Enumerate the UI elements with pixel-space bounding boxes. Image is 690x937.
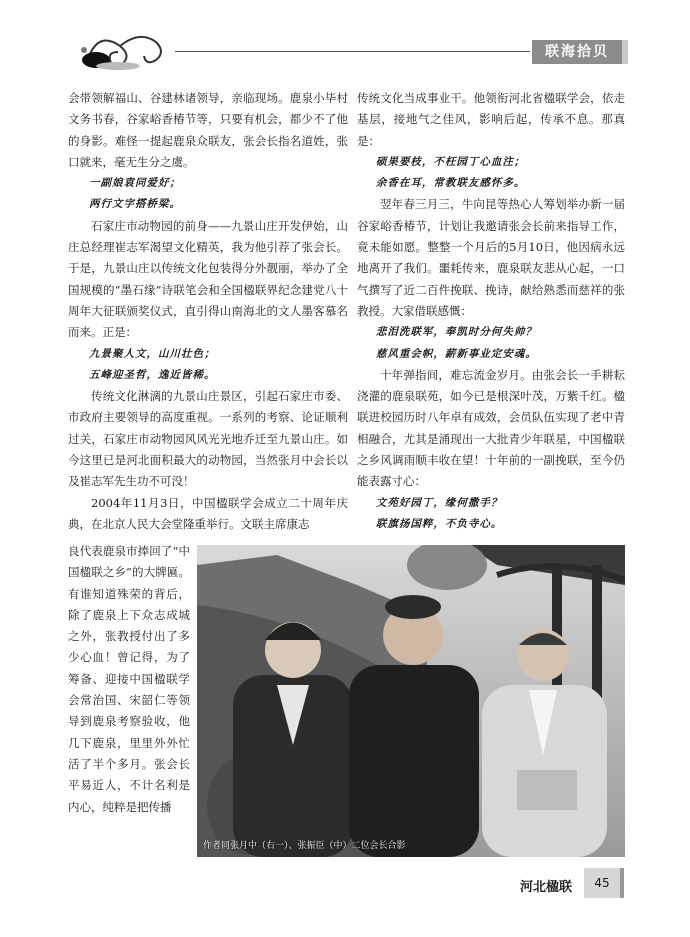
- footer-accent: [620, 868, 624, 898]
- paragraph: 传统文化当成事业干。他领衔河北省楹联学会，依走基层，接地气之佳风，影响后起，传承不息。那真是：: [357, 91, 625, 148]
- group-photo: [197, 545, 625, 857]
- page-number: 45: [594, 876, 610, 890]
- left-column: [68, 88, 348, 535]
- header-accent: [622, 40, 628, 64]
- couplet-line: 慈风重会帜，薪新事业定安魂。: [375, 347, 537, 360]
- paragraph: 传统文化淋漓的九景山庄景区，引起石家庄市委、市政府主要领导的高度重视。一系列的考察、论证顺利过关，石家庄市动物园风风光光地乔迁至九景山庄。如今这里已是河北面积最大的动物园，当然张月中会长以及崔志军先生功不可没！: [68, 389, 348, 489]
- couplet-line: 余香在耳，常教联友感怀多。: [375, 177, 526, 190]
- couplet-line: 一副娘袁同爱好；: [89, 177, 181, 190]
- page-header: [0, 0, 690, 80]
- paragraph: 良代表鹿泉市捧回了“中国楹联之乡”的大牌匾。有谁知道殊荣的背后，除了鹿泉上下众志成城之外，张教授付出了多少心血！曾记得，为了筹备、迎接中国楹联学会常治国、宋韶仁等领导到鹿泉考察验收，他几下鹿泉，里里外外忙活了半个多月。张会长平易近人，不计名利是内心，纯粹是把传播: [68, 544, 190, 814]
- magazine-name: 河北楹联: [520, 880, 573, 895]
- paragraph: 石家庄市动物园的前身——九景山庄开发伊始，山庄总经理崔志军渴望文化精英，我为他引荐了张会长。于是，九景山庄以传统文化包装得分外靓丽，举办了全国规模的“墨石缘”诗联笔会和全国楹联界纪念建党八十周年大征联颁奖仪式，直引得山南海北的文人墨客慕名而来。正是：: [68, 218, 348, 340]
- paragraph: 2004年11月3日，中国楹联学会成立二十周年庆典，在北京人民大会堂隆重举行。文联主席康志: [68, 495, 348, 531]
- couplet-line: 联旗扬国粹，不负寺心。: [375, 517, 503, 530]
- couplet-line: 九景聚人文，山川壮色；: [89, 347, 216, 360]
- narrow-column: [68, 541, 190, 818]
- couplet-line: 文苑好园丁，缘何撒手？: [375, 496, 503, 509]
- photo-caption: 作者同张月中（右一）、张振臣（中）二位会长合影: [203, 841, 406, 851]
- couplet-line: 硕果要枝，不枉园丁心血注；: [375, 155, 526, 168]
- couplet-line: 悲泪洗联军，奉凯时分何失帅？: [375, 326, 537, 339]
- paragraph: 翌年春三月三，牛向昆等热心人筹划举办新一届谷家峪香椿节，计划让我邀请张会长前来指导工作，竟未能如愿。整整一个月后的5月10日，他因病永远地离开了我们。噩耗传来，鹿泉联友悲从心起，一口气撰写了近二百件挽联、挽诗，献给熟悉而慈祥的张教授。大家借联感慨：: [357, 197, 625, 318]
- paragraph: 十年弹指间，难忘流金岁月。由张会长一手耕耘浇灌的鹿泉联苑，如今已是根深叶茂，万紫千红。楹联进校园历时八年卓有成效，会员队伍实现了老中青相融合，尤其是涌现出一大批青少年联星，中国楹联之乡风调雨顺丰收在望！十年前的一副挽联，至今仍能表露寸心：: [357, 367, 625, 489]
- couplet-line: 两行文字搭桥梁。: [89, 198, 181, 211]
- photo-illustration: [197, 545, 625, 857]
- couplet-line: 五峰迎圣哲，逸近皆稀。: [89, 368, 216, 381]
- paragraph: 会带领解福山、谷建林诸领导，亲临现场。鹿泉小毕村文务书春，谷家峪香椿节等，只要有机会，都少不了他的身影。难怪一提起鹿泉众联友，张会长指名道姓，张口就来，毫无生分之虞。: [68, 91, 348, 169]
- decorative-scroll-logo: [70, 24, 170, 74]
- section-title: 联海拾贝: [532, 40, 622, 64]
- header-rule: [175, 51, 530, 52]
- right-column: [357, 88, 625, 535]
